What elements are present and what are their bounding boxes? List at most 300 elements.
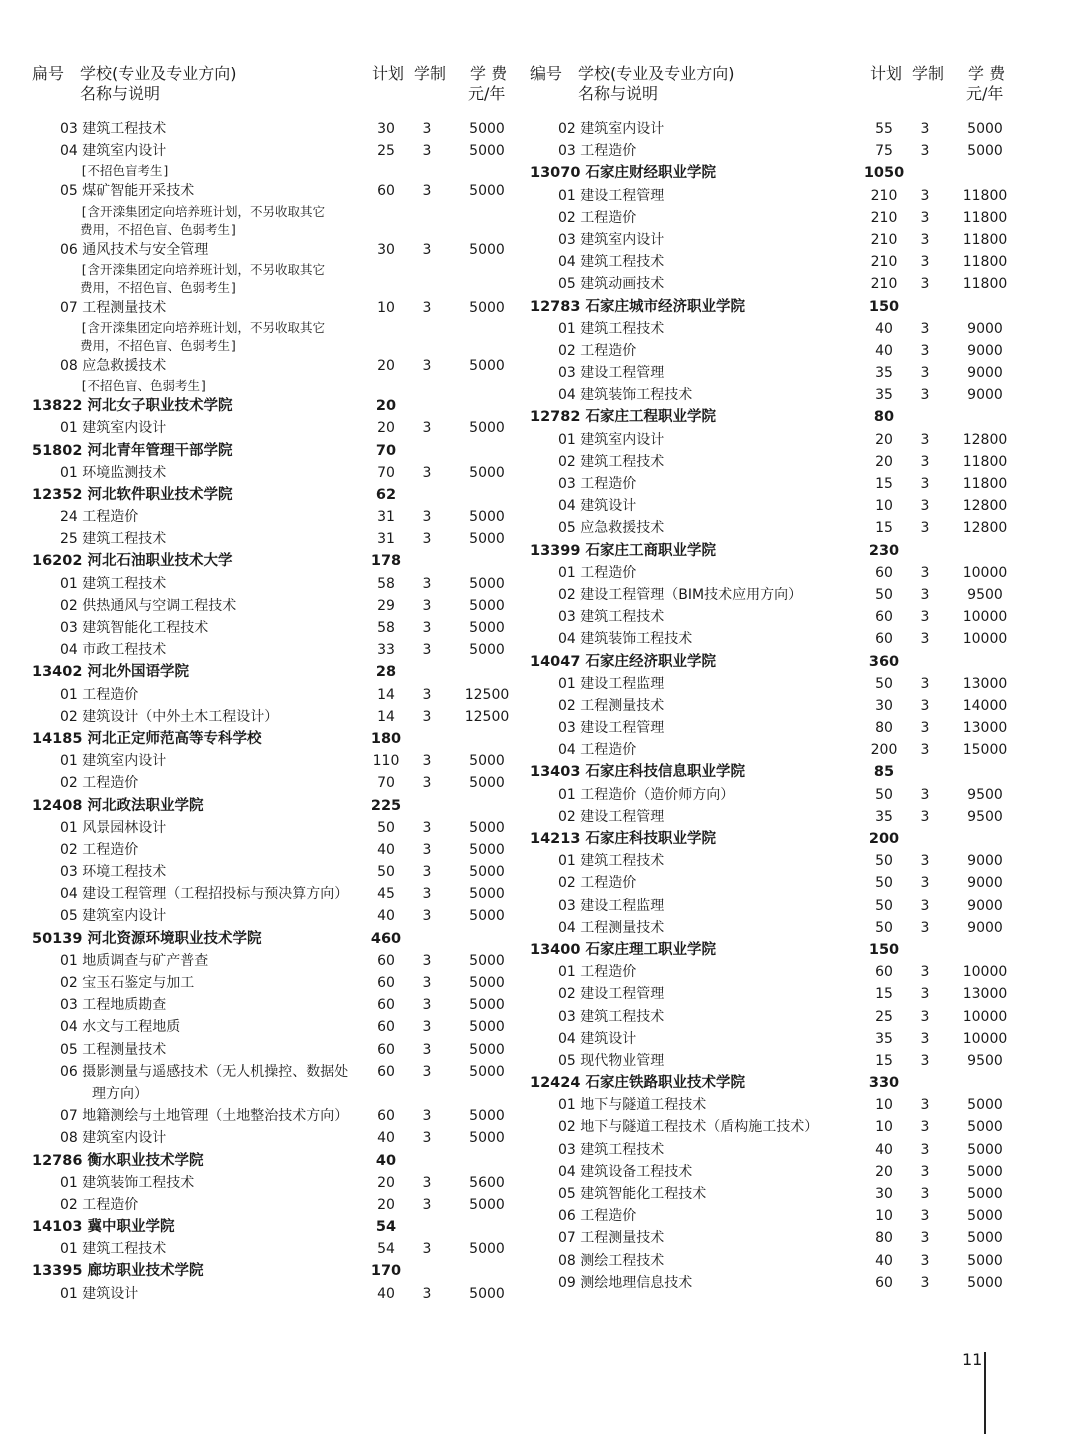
tuition-fee: 5000: [469, 1130, 505, 1147]
school-name: 50139 河北资源环境职业技术学院: [32, 930, 262, 947]
page-edge-rule: [984, 1352, 986, 1434]
tuition-fee: 9000: [967, 897, 1003, 914]
major-name: 05 工程测量技术: [60, 1041, 167, 1058]
tuition-fee: 5000: [469, 509, 505, 526]
study-years: 3: [422, 1285, 432, 1302]
major-row: [530, 673, 1020, 695]
study-years: 3: [920, 586, 930, 603]
school-row: [530, 1072, 1020, 1094]
major-row: [530, 384, 1020, 406]
major-name: 02 宝玉石鉴定与加工: [60, 975, 195, 991]
major-name: 06 通风技术与安全管理: [60, 241, 209, 258]
tuition-fee: 5000: [469, 1285, 505, 1302]
major-name: 02 工程造价: [60, 841, 139, 858]
major-name: 01 建筑工程技术: [60, 575, 167, 592]
plan-count: 50: [875, 919, 893, 936]
study-years: 3: [920, 276, 930, 293]
major-row: [32, 817, 522, 839]
school-row: [530, 540, 1020, 562]
school-name: 13400 石家庄理工职业学院: [530, 941, 716, 958]
major-name: 02 地下与隧道工程技术（盾构施工技术）: [558, 1119, 819, 1136]
major-row: [32, 861, 522, 883]
major-name: 05 建筑室内设计: [60, 908, 167, 925]
school-row: [530, 296, 1020, 318]
left-column: [32, 62, 522, 1305]
study-years: 3: [422, 464, 432, 481]
major-name: 03 建筑工程技术: [60, 121, 167, 137]
major-name: 07 地籍测绘与土地管理（土地整治技术方向）: [60, 1108, 349, 1125]
major-row: [530, 717, 1020, 739]
study-years: 3: [422, 997, 432, 1014]
major-row: [530, 695, 1020, 717]
major-name: 02 建设工程管理: [558, 808, 665, 825]
major-name: 01 建设工程监理: [558, 675, 665, 692]
major-name: 03 建设工程管理: [558, 365, 665, 382]
major-name: 02 工程造价: [558, 875, 637, 892]
school-row: [32, 550, 522, 572]
major-row: [530, 140, 1020, 162]
plan-count: 10: [875, 1119, 893, 1136]
plan-count: 35: [875, 387, 893, 404]
major-name: 03 工程地质勘查: [60, 997, 167, 1014]
major-row: [530, 1094, 1020, 1116]
tuition-fee: 9000: [967, 365, 1003, 382]
study-years: 3: [920, 1008, 930, 1025]
tuition-fee: 5000: [469, 597, 505, 614]
tuition-fee: 5000: [469, 841, 505, 858]
major-row: [32, 1283, 522, 1305]
plan-count: 40: [377, 841, 395, 858]
plan-count: 15: [875, 520, 893, 537]
tuition-fee: 9000: [967, 853, 1003, 870]
major-row: [530, 207, 1020, 229]
tuition-fee: 5600: [469, 1174, 505, 1191]
study-years: 3: [920, 1052, 930, 1069]
header-name-desc: 名称与说明: [80, 84, 161, 103]
school-row: [530, 162, 1020, 184]
plan-count: 20: [375, 398, 397, 415]
plan-count: 150: [868, 298, 900, 315]
major-row: [530, 473, 1020, 495]
study-years: 3: [422, 597, 432, 614]
plan-count: 25: [875, 1008, 893, 1025]
study-years: 3: [920, 697, 930, 714]
study-years: 3: [920, 786, 930, 803]
major-row: [32, 839, 522, 861]
plan-count: 210: [870, 187, 898, 204]
tuition-fee: 5000: [469, 753, 505, 770]
tuition-fee: 9500: [967, 786, 1003, 803]
tuition-fee: 5000: [469, 886, 505, 903]
tuition-fee: 5000: [469, 420, 505, 437]
plan-count: 14: [377, 686, 395, 703]
major-row: [32, 639, 522, 661]
study-years: 3: [422, 509, 432, 526]
study-years: 3: [920, 1274, 930, 1291]
major-name: 01 建设工程管理: [558, 187, 665, 204]
plan-count: 60: [377, 975, 395, 991]
note-row: [32, 203, 522, 221]
school-row: [32, 1150, 522, 1172]
header-plan: 计划: [870, 64, 903, 83]
tuition-fee: 12800: [962, 431, 1008, 448]
plan-count: 30: [377, 121, 395, 137]
major-name: 03 工程造价: [558, 143, 637, 160]
study-years: 3: [920, 631, 930, 648]
tuition-fee: 14000: [962, 697, 1008, 714]
plan-count: 60: [377, 183, 395, 200]
study-years: 3: [920, 387, 930, 404]
plan-count: 85: [873, 764, 895, 781]
plan-count: 25: [377, 143, 395, 160]
major-name: 05 建筑智能化工程技术: [558, 1186, 707, 1202]
tuition-fee: 9500: [967, 586, 1003, 603]
plan-count: 60: [875, 964, 893, 981]
note-row: [32, 337, 522, 355]
study-years: 3: [920, 742, 930, 759]
header-fee: 学 费: [968, 64, 1006, 83]
tuition-fee: 5000: [967, 1119, 1003, 1136]
major-name: 01 建筑工程技术: [558, 320, 665, 337]
plan-count: 50: [875, 675, 893, 692]
major-row: [530, 1006, 1020, 1028]
study-years: 3: [422, 575, 432, 592]
plan-count: 40: [377, 1285, 395, 1302]
tuition-fee: 9000: [967, 342, 1003, 359]
major-name: 04 工程测量技术: [558, 919, 665, 936]
study-years: 3: [920, 209, 930, 226]
plan-count: 225: [370, 797, 402, 814]
major-row: [32, 1061, 522, 1083]
study-years: 3: [920, 1208, 930, 1225]
tuition-fee: 5000: [469, 531, 505, 548]
plan-count: 60: [377, 952, 395, 969]
plan-count: 14: [377, 708, 395, 725]
major-name: 04 建筑设计: [558, 498, 637, 515]
tuition-fee: 5000: [469, 1063, 505, 1080]
major-row: [32, 750, 522, 772]
tuition-fee: 5000: [469, 620, 505, 636]
major-name: 09 测绘地理信息技术: [558, 1274, 693, 1291]
plan-count: 70: [377, 464, 395, 481]
tuition-fee: 5000: [469, 464, 505, 481]
study-years: 3: [920, 431, 930, 448]
plan-count: 178: [370, 553, 402, 570]
major-row: [32, 617, 522, 639]
header-code: 扁号: [32, 64, 65, 83]
plan-count: 40: [875, 342, 893, 359]
major-name: 01 建筑装饰工程技术: [60, 1174, 195, 1191]
study-years: 3: [920, 342, 930, 359]
tuition-fee: 5000: [967, 121, 1003, 137]
study-years: 3: [422, 686, 432, 703]
plan-count: 40: [875, 1141, 893, 1158]
plan-count: 20: [875, 1163, 893, 1180]
plan-count: 55: [875, 121, 893, 137]
major-row: [530, 983, 1020, 1005]
tuition-fee: 11800: [962, 231, 1008, 248]
major-row: [32, 595, 522, 617]
plan-count: 58: [377, 620, 395, 636]
major-name: 03 建筑工程技术: [558, 609, 665, 626]
major-row: [32, 684, 522, 706]
major-name: 03 建筑工程技术: [558, 1008, 665, 1025]
plan-count: 170: [370, 1263, 402, 1280]
plan-count: 40: [875, 320, 893, 337]
school-row: [32, 928, 522, 950]
study-years: 3: [422, 531, 432, 548]
major-name: 06 摄影测量与遥感技术（无人机操控、数据处: [60, 1063, 349, 1080]
tuition-fee: 5000: [469, 1019, 505, 1036]
major-row: [530, 185, 1020, 207]
major-row: [32, 1127, 522, 1149]
study-years: 3: [422, 357, 432, 374]
tuition-fee: 5000: [469, 775, 505, 792]
plan-count: 10: [377, 299, 395, 316]
tuition-fee: 5000: [469, 241, 505, 258]
tuition-fee: 5000: [469, 183, 505, 200]
major-row: [530, 451, 1020, 473]
study-years: 3: [920, 875, 930, 892]
plan-count: 50: [377, 819, 395, 836]
study-years: 3: [920, 143, 930, 160]
note-text: [含开滦集团定向培养班计划，不另收取其它: [80, 261, 326, 277]
header-years: 学制: [414, 64, 447, 83]
plan-count: 45: [377, 886, 395, 903]
school-row: [530, 406, 1020, 428]
plan-count: 10: [875, 1208, 893, 1225]
study-years: 3: [422, 241, 432, 258]
major-row: [530, 229, 1020, 251]
tuition-fee: 11800: [962, 209, 1008, 226]
major-row: [32, 706, 522, 728]
study-years: 3: [422, 775, 432, 792]
school-name: 13822 河北女子职业技术学院: [32, 398, 233, 415]
major-row: [530, 251, 1020, 273]
plan-count: 30: [875, 1186, 893, 1202]
study-years: 3: [920, 520, 930, 537]
plan-count: 210: [870, 254, 898, 271]
note-row: [32, 221, 522, 239]
tuition-fee: 11800: [962, 254, 1008, 271]
tuition-fee: 5000: [469, 864, 505, 881]
plan-count: 110: [372, 753, 400, 770]
major-row: [530, 1028, 1020, 1050]
tuition-fee: 10000: [962, 1030, 1008, 1047]
major-name: 04 建筑工程技术: [558, 254, 665, 271]
major-name: 03 建设工程管理: [558, 720, 665, 737]
study-years: 3: [422, 642, 432, 659]
major-row: [530, 784, 1020, 806]
major-row: [530, 429, 1020, 451]
study-years: 3: [920, 1186, 930, 1202]
major-row: [32, 239, 522, 261]
study-years: 3: [422, 952, 432, 969]
tuition-fee: 5000: [469, 143, 505, 160]
plan-count: 1050: [863, 165, 905, 182]
tuition-fee: 5000: [469, 1041, 505, 1058]
tuition-fee: 5000: [469, 908, 505, 925]
major-row: [530, 340, 1020, 362]
study-years: 3: [920, 675, 930, 692]
plan-count: 50: [875, 897, 893, 914]
tuition-fee: 5000: [967, 1274, 1003, 1291]
plan-count: 28: [375, 664, 397, 681]
major-row: [530, 517, 1020, 539]
tuition-fee: 5000: [967, 1141, 1003, 1158]
school-row: [32, 440, 522, 462]
major-row: [32, 905, 522, 927]
plan-count: 150: [868, 941, 900, 958]
major-row: [32, 297, 522, 319]
study-years: 3: [920, 1230, 930, 1247]
major-row: [32, 417, 522, 439]
study-years: 3: [920, 919, 930, 936]
major-row: [530, 362, 1020, 384]
tuition-fee: 11800: [962, 476, 1008, 492]
school-row: [32, 795, 522, 817]
major-row: [32, 118, 522, 140]
major-row: [32, 355, 522, 377]
major-name: 04 建筑设备工程技术: [558, 1163, 693, 1180]
header-name: 学校(专业及专业方向): [80, 64, 237, 83]
major-name: 08 应急救援技术: [60, 357, 167, 374]
school-row: [530, 828, 1020, 850]
major-name: 05 建筑动画技术: [558, 276, 665, 293]
study-years: 3: [422, 864, 432, 881]
major-name: 03 建筑智能化工程技术: [60, 620, 209, 636]
tuition-fee: 5000: [967, 1230, 1003, 1247]
plan-count: 60: [377, 1019, 395, 1036]
major-name: 01 工程造价（造价师方向）: [558, 786, 735, 803]
tuition-fee: 9000: [967, 387, 1003, 404]
major-name: 02 工程造价: [558, 342, 637, 359]
plan-count: 460: [370, 930, 402, 947]
header-fee-unit: 元/年: [966, 84, 1004, 103]
study-years: 3: [920, 1252, 930, 1269]
major-name: 04 市政工程技术: [60, 642, 167, 659]
plan-count: 20: [377, 1196, 395, 1213]
study-years: 3: [920, 1141, 930, 1158]
major-name: 08 建筑室内设计: [60, 1130, 167, 1147]
major-name: 03 建筑工程技术: [558, 1141, 665, 1158]
major-name: 04 工程造价: [558, 742, 637, 759]
school-name: 12408 河北政法职业学院: [32, 797, 204, 814]
tuition-fee: 10000: [962, 609, 1008, 626]
major-row: [530, 628, 1020, 650]
major-name: 02 建筑室内设计: [558, 121, 665, 137]
study-years: 3: [920, 498, 930, 515]
major-name: 01 环境监测技术: [60, 464, 167, 481]
plan-count: 50: [875, 875, 893, 892]
plan-count: 20: [377, 420, 395, 437]
study-years: 3: [920, 121, 930, 137]
header-fee-unit: 元/年: [468, 84, 506, 103]
school-name: 12352 河北软件职业技术学院: [32, 486, 233, 503]
plan-count: 15: [875, 476, 893, 492]
tuition-fee: 11800: [962, 453, 1008, 470]
plan-count: 80: [875, 1230, 893, 1247]
plan-count: 50: [875, 786, 893, 803]
school-name: 12786 衡水职业技术学院: [32, 1152, 204, 1169]
major-name: 03 工程造价: [558, 476, 637, 492]
study-years: 3: [422, 975, 432, 991]
plan-count: 30: [377, 241, 395, 258]
study-years: 3: [422, 143, 432, 160]
major-row: [32, 772, 522, 794]
tuition-fee: 5000: [469, 997, 505, 1014]
tuition-fee: 12800: [962, 520, 1008, 537]
major-row: [530, 1272, 1020, 1294]
school-row: [32, 395, 522, 417]
study-years: 3: [422, 1196, 432, 1213]
major-row: [32, 883, 522, 905]
major-name: 03 建设工程监理: [558, 897, 665, 914]
major-row: [530, 1250, 1020, 1272]
major-row: [32, 1016, 522, 1038]
plan-count: 200: [870, 742, 898, 759]
study-years: 3: [422, 908, 432, 925]
study-years: 3: [920, 476, 930, 492]
header-name: 学校(专业及专业方向): [578, 64, 735, 83]
note-text: 费用，不招色盲、色弱考生]: [80, 221, 238, 237]
major-row: [530, 895, 1020, 917]
tuition-fee: 9500: [967, 808, 1003, 825]
study-years: 3: [920, 453, 930, 470]
plan-count: 60: [377, 1108, 395, 1125]
school-name: 13395 廊坊职业技术学院: [32, 1263, 204, 1280]
tuition-fee: 5000: [967, 1163, 1003, 1180]
tuition-fee: 11800: [962, 187, 1008, 204]
major-name: 04 建筑室内设计: [60, 143, 167, 160]
study-years: 3: [920, 320, 930, 337]
school-row: [530, 761, 1020, 783]
school-name: 13399 石家庄工商职业学院: [530, 542, 716, 559]
major-name: 01 工程造价: [558, 564, 637, 581]
tuition-fee: 15000: [962, 742, 1008, 759]
study-years: 3: [920, 254, 930, 271]
right-rows: [530, 118, 1020, 1294]
plan-count: 70: [375, 442, 397, 459]
study-years: 3: [920, 897, 930, 914]
header-years: 学制: [912, 64, 945, 83]
school-row: [530, 939, 1020, 961]
tuition-fee: 9000: [967, 875, 1003, 892]
major-row: [530, 850, 1020, 872]
major-continuation-row: [32, 1083, 522, 1105]
study-years: 3: [920, 720, 930, 737]
tuition-fee: 12500: [464, 708, 510, 725]
major-name: 04 建筑装饰工程技术: [558, 387, 693, 404]
study-years: 3: [920, 853, 930, 870]
plan-count: 200: [868, 831, 900, 847]
major-row: [530, 1183, 1020, 1205]
study-years: 3: [422, 183, 432, 200]
major-name: 01 建筑工程技术: [558, 853, 665, 870]
tuition-fee: 9000: [967, 320, 1003, 337]
school-name: 13402 河北外国语学院: [32, 664, 189, 681]
tuition-fee: 5000: [469, 299, 505, 316]
note-row: [32, 319, 522, 337]
study-years: 3: [422, 1019, 432, 1036]
plan-count: 54: [377, 1241, 395, 1258]
major-name: 07 工程测量技术: [60, 299, 167, 316]
page-number: 11: [962, 1350, 983, 1369]
plan-count: 31: [377, 509, 395, 526]
major-row: [530, 739, 1020, 761]
plan-count: 20: [875, 453, 893, 470]
study-years: 3: [920, 1030, 930, 1047]
